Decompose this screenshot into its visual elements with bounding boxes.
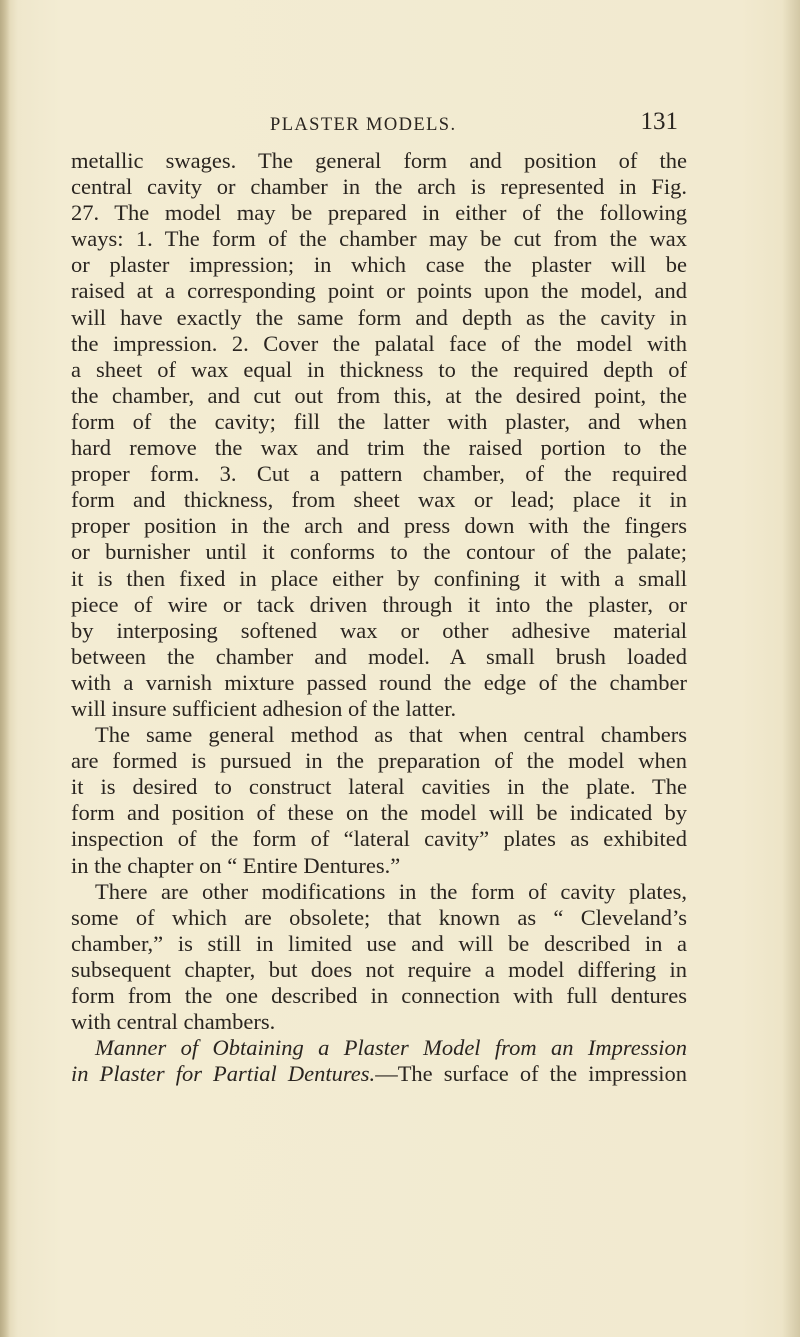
text-line: form and position of these on the model will be indicated by [71,800,687,826]
text-line: with a varnish mixture passed round the edge of the chamber [71,669,687,695]
section-heading-line-2 [71,1061,687,1087]
section-heading-tail: —The surface of the impression [375,1061,687,1087]
paragraph-start-line: There are other modifications in the form of cavity plates, [95,878,687,904]
text-line: or burnisher until it conforms to the contour of the palate; [71,539,687,565]
text-line: ways: 1. The form of the chamber may be cut from the wax [71,226,687,252]
text-line: hard remove the wax and trim the raised portion to the [71,435,687,461]
text-line: proper form. 3. Cut a pattern chamber, of the required [71,461,687,487]
text-line: subsequent chapter, but does not require a model differing in [71,956,687,982]
text-line: form from the one described in connection with full dentures [71,983,687,1008]
text-line: or plaster impression; in which case the plaster will be [71,252,687,278]
paragraph-end-line: with central chambers. [71,1009,276,1035]
text-line: chamber,” is still in limited use and will be described in a [71,930,687,956]
text-line: metallic swages. The general form and position of the [71,148,687,173]
text-line: inspection of the form of “lateral cavity” plates as exhibited [71,826,687,852]
text-line: it is desired to construct lateral cavities in the plate. The [71,774,687,800]
paragraph-end-line: will insure sufficient adhesion of the latter. [71,695,457,721]
text-line: proper position in the arch and press down with the fingers [71,513,687,539]
text-line: the impression. 2. Cover the palatal face of the model with [71,330,687,356]
paragraph-start-line: The same general method as that when central chambers [95,722,687,748]
running-head [270,103,678,143]
page-edge-shadow [782,0,800,1337]
text-line: central cavity or chamber in the arch is represented in Fig. [71,174,687,200]
page-binding-shadow [0,0,10,1337]
text-line: form of the cavity; fill the latter with plaster, and when [71,408,687,434]
text-line: raised at a corresponding point or points upon the model, and [71,278,687,304]
text-line: will have exactly the same form and depth as the cavity in [71,304,687,330]
text-line: between the chamber and model. A small brush loaded [71,643,687,669]
section-heading-line: Manner of Obtaining a Plaster Model from an Impression [95,1035,687,1061]
running-title: PLASTER MODELS. [270,115,457,135]
text-line: some of which are obsolete; that known as “ Cleveland’s [71,904,687,930]
text-line: a sheet of wax equal in thickness to the required depth of [71,356,687,382]
text-line: 27. The model may be prepared in either of the following [71,200,687,226]
section-heading-italic: in Plaster for Partial Dentures. [71,1061,376,1087]
text-line: the chamber, and cut out from this, at the desired point, the [71,382,687,408]
text-line: by interposing softened wax or other adhesive material [71,617,687,643]
paragraph-end-line: in the chapter on “ Entire Dentures.” [71,852,401,878]
text-line: it is then fixed in place either by confining it with a small [71,565,687,591]
text-line: are formed is pursued in the preparation of the model when [71,748,687,774]
page-number: 131 [640,108,678,135]
text-line: form and thickness, from sheet wax or lead; place it in [71,487,687,513]
body-text [71,148,687,1087]
text-line: piece of wire or tack driven through it into the plaster, or [71,591,687,617]
